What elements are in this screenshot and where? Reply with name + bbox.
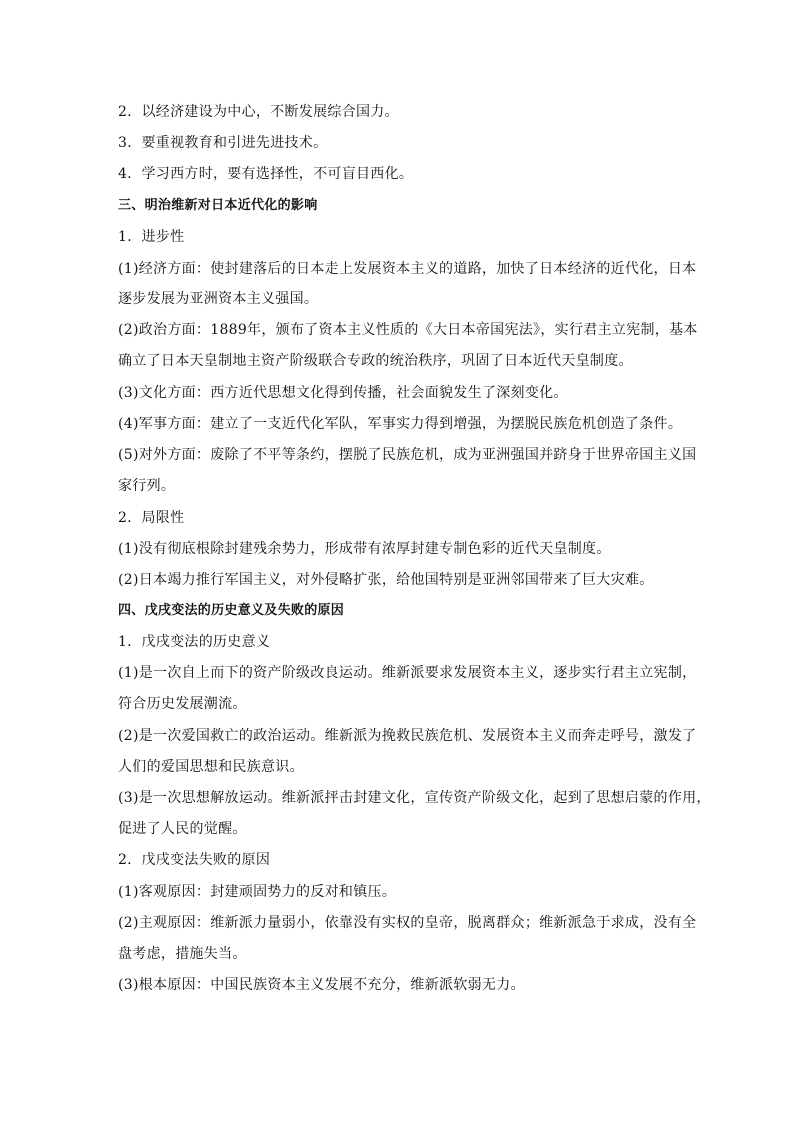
section-heading: 四、戊戌变法的历史意义及失败的原因	[118, 603, 345, 618]
subsection-heading: 2．局限性	[118, 510, 185, 526]
list-item: 3．要重视教育和引进先进技术。	[118, 135, 328, 151]
paragraph-line: (2)是一次爱国救亡的政治运动。维新派为挽救民族危机、发展资本主义而奔走呼号，激发了	[118, 728, 697, 744]
paragraph-line: (3)文化方面：西方近代思想文化得到传播，社会面貌发生了深刻变化。	[118, 385, 568, 401]
paragraph-line: (5)对外方面：废除了不平等条约，摆脱了民族危机，成为亚洲强国并跻身于世界帝国主义国	[118, 447, 697, 463]
paragraph-line: (2)政治方面：1889年，颁布了资本主义性质的《大日本帝国宪法》，实行君主立宪制，基本	[118, 322, 698, 338]
paragraph-line: (3)是一次思想解放运动。维新派抨击封建文化，宣传资产阶级文化，起到了思想启蒙的作用，	[118, 790, 711, 806]
paragraph-line: (3)根本原因：中国民族资本主义发展不充分，维新派软弱无力。	[118, 977, 525, 993]
paragraph-line: 盘考虑，措施失当。	[118, 946, 247, 962]
paragraph-line: 符合历史发展潮流。	[118, 696, 247, 712]
list-item: 4．学习西方时，要有选择性，不可盲目西化。	[118, 166, 414, 182]
paragraph-line: 确立了日本天皇制地主资产阶级联合专政的统治秩序，巩固了日本近代天皇制度。	[118, 353, 633, 369]
paragraph-line: (4)军事方面：建立了一支近代化军队，军事实力得到增强，为摆脱民族危机创造了条件。	[118, 416, 683, 432]
paragraph-line: 促进了人民的觉醒。	[118, 821, 247, 837]
list-item: 2．以经济建设为中心，不断发展综合国力。	[118, 104, 399, 120]
paragraph-line: 逐步发展为亚洲资本主义强国。	[118, 291, 319, 307]
paragraph-line: (1)没有彻底根除封建残余势力，形成带有浓厚封建专制色彩的近代天皇制度。	[118, 541, 611, 557]
paragraph-line: 家行列。	[118, 478, 176, 494]
paragraph-line: 人们的爱国思想和民族意识。	[118, 759, 304, 775]
paragraph-line: (1)客观原因：封建顽固势力的反对和镇压。	[118, 884, 397, 900]
subsection-heading: 2．戊戌变法失败的原因	[118, 852, 271, 868]
paragraph-line: (1)经济方面：使封建落后的日本走上发展资本主义的道路，加快了日本经济的近代化，日本	[118, 261, 697, 277]
section-heading: 三、明治维新对日本近代化的影响	[118, 198, 318, 213]
subsection-heading: 1．进步性	[118, 229, 185, 245]
paragraph-line: (2)主观原因：维新派力量弱小，依靠没有实权的皇帝，脱离群众；维新派急于求成，没有全	[118, 915, 697, 931]
subsection-heading: 1．戊戌变法的历史意义	[118, 634, 271, 650]
paragraph-line: (2)日本竭力推行军国主义，对外侵略扩张，给他国特别是亚洲邻国带来了巨大灾难。	[118, 572, 654, 588]
paragraph-line: (1)是一次自上而下的资产阶级改良运动。维新派要求发展资本主义，逐步实行君主立宪制，	[118, 665, 697, 681]
